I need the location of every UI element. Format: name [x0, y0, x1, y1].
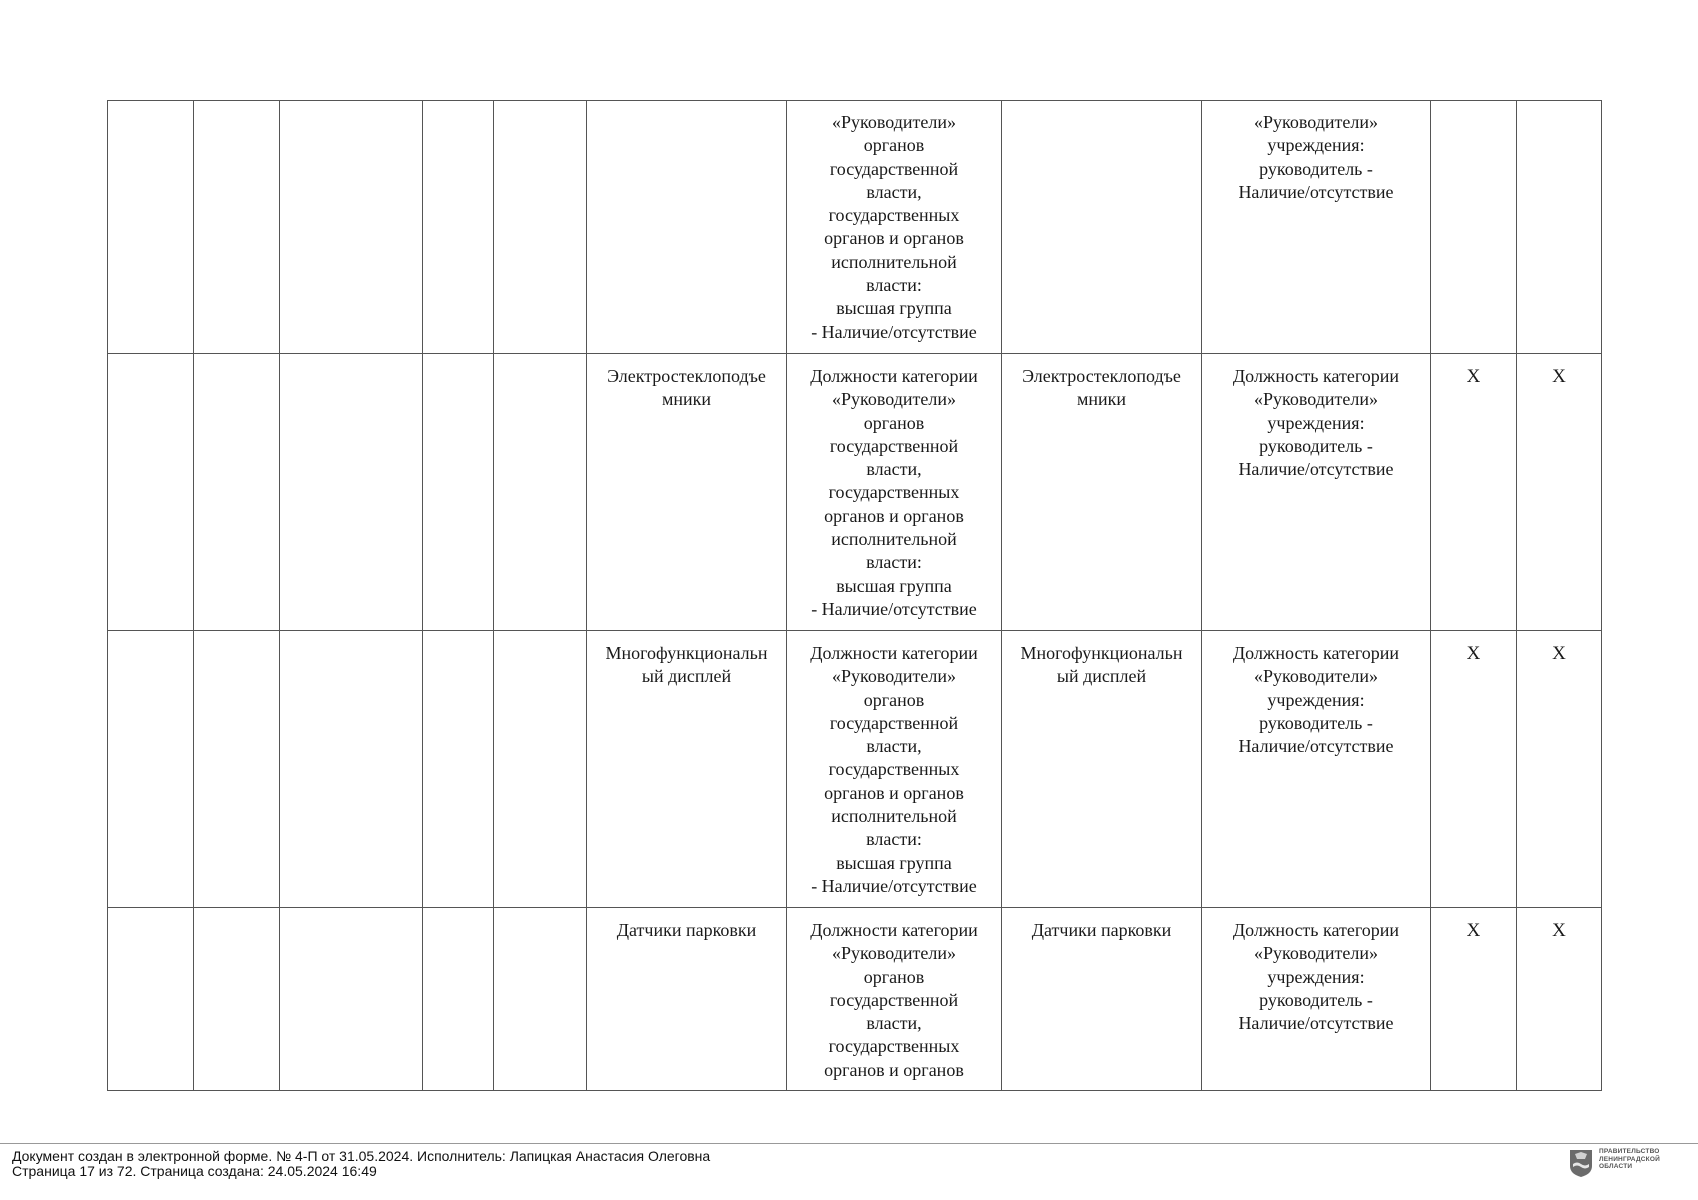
table-cell — [494, 631, 587, 908]
logo-text-line: ОБЛАСТИ — [1599, 1163, 1633, 1170]
option-name-cell: Многофункциональн ый дисплей — [587, 631, 787, 908]
table-cell — [108, 908, 194, 1091]
table-row — [108, 101, 1602, 354]
position-category-cell: Должности категории «Руководители» органов государственной власти, государственных органов и органов — [787, 908, 1002, 1091]
logo-text-line: ЛЕНИНГРАДСКОЙ — [1599, 1155, 1660, 1163]
table-row — [108, 631, 1602, 908]
footer-document-info: Документ создан в электронной форме. № 4-П от 31.05.2024. Исполнитель: Лапицкая Анастасия Олеговна — [12, 1148, 711, 1164]
table-cell — [494, 908, 587, 1091]
option-name-cell: Датчики парковки — [587, 908, 787, 1091]
option-name-cell — [1002, 101, 1202, 354]
x-cell: X — [1431, 631, 1517, 908]
option-name-cell — [587, 101, 787, 354]
table-cell — [494, 354, 587, 631]
x-cell: X — [1431, 354, 1517, 631]
table-cell — [423, 101, 494, 354]
option-name-cell: Многофункциональн ый дисплей — [1002, 631, 1202, 908]
option-name-cell: Электростеклоподъе мники — [1002, 354, 1202, 631]
document-footer — [12, 1149, 710, 1179]
document-table — [107, 100, 1602, 1091]
table-cell — [108, 101, 194, 354]
position-category-cell: Должность категории «Руководители» учреждения: руководитель - Наличие/отсутствие — [1202, 908, 1431, 1091]
x-cell — [1431, 101, 1517, 354]
table-cell — [108, 631, 194, 908]
table-cell — [423, 631, 494, 908]
government-logo-text — [1599, 1148, 1660, 1171]
x-cell: X — [1517, 354, 1602, 631]
x-cell — [1517, 101, 1602, 354]
table-cell — [280, 631, 423, 908]
option-name-cell: Датчики парковки — [1002, 908, 1202, 1091]
position-category-cell: Должность категории «Руководители» учреждения: руководитель - Наличие/отсутствие — [1202, 631, 1431, 908]
table-row — [108, 354, 1602, 631]
table-cell — [194, 631, 280, 908]
table-cell — [280, 908, 423, 1091]
leningrad-oblast-emblem-icon — [1568, 1148, 1594, 1178]
table-cell — [194, 354, 280, 631]
position-category-cell: Должность категории «Руководители» учреждения: руководитель - Наличие/отсутствие — [1202, 354, 1431, 631]
position-category-cell: «Руководители» учреждения: руководитель - Наличие/отсутствие — [1202, 101, 1431, 354]
table-cell — [423, 354, 494, 631]
position-category-cell: Должности категории «Руководители» органов государственной власти, государственных органов и органов исполнительной власти: высшая группа - Наличие/отсутствие — [787, 631, 1002, 908]
logo-text-line: ПРАВИТЕЛЬСТВО — [1599, 1148, 1660, 1155]
table-cell — [194, 101, 280, 354]
footer-divider — [0, 1143, 1698, 1144]
option-name-cell: Электростеклоподъе мники — [587, 354, 787, 631]
table-cell — [494, 101, 587, 354]
table-cell — [194, 908, 280, 1091]
table-cell — [108, 354, 194, 631]
table-cell — [280, 101, 423, 354]
position-category-cell: Должности категории «Руководители» органов государственной власти, государственных органов и органов исполнительной власти: высшая группа - Наличие/отсутствие — [787, 354, 1002, 631]
table-cell — [280, 354, 423, 631]
x-cell: X — [1431, 908, 1517, 1091]
x-cell: X — [1517, 631, 1602, 908]
table-row — [108, 908, 1602, 1091]
x-cell: X — [1517, 908, 1602, 1091]
government-logo — [1568, 1148, 1688, 1182]
footer-page-info: Страница 17 из 72. Страница создана: 24.05.2024 16:49 — [12, 1163, 377, 1179]
table-cell — [423, 908, 494, 1091]
position-category-cell: «Руководители» органов государственной власти, государственных органов и органов исполнительной власти: высшая группа - Наличие/отсутствие — [787, 101, 1002, 354]
